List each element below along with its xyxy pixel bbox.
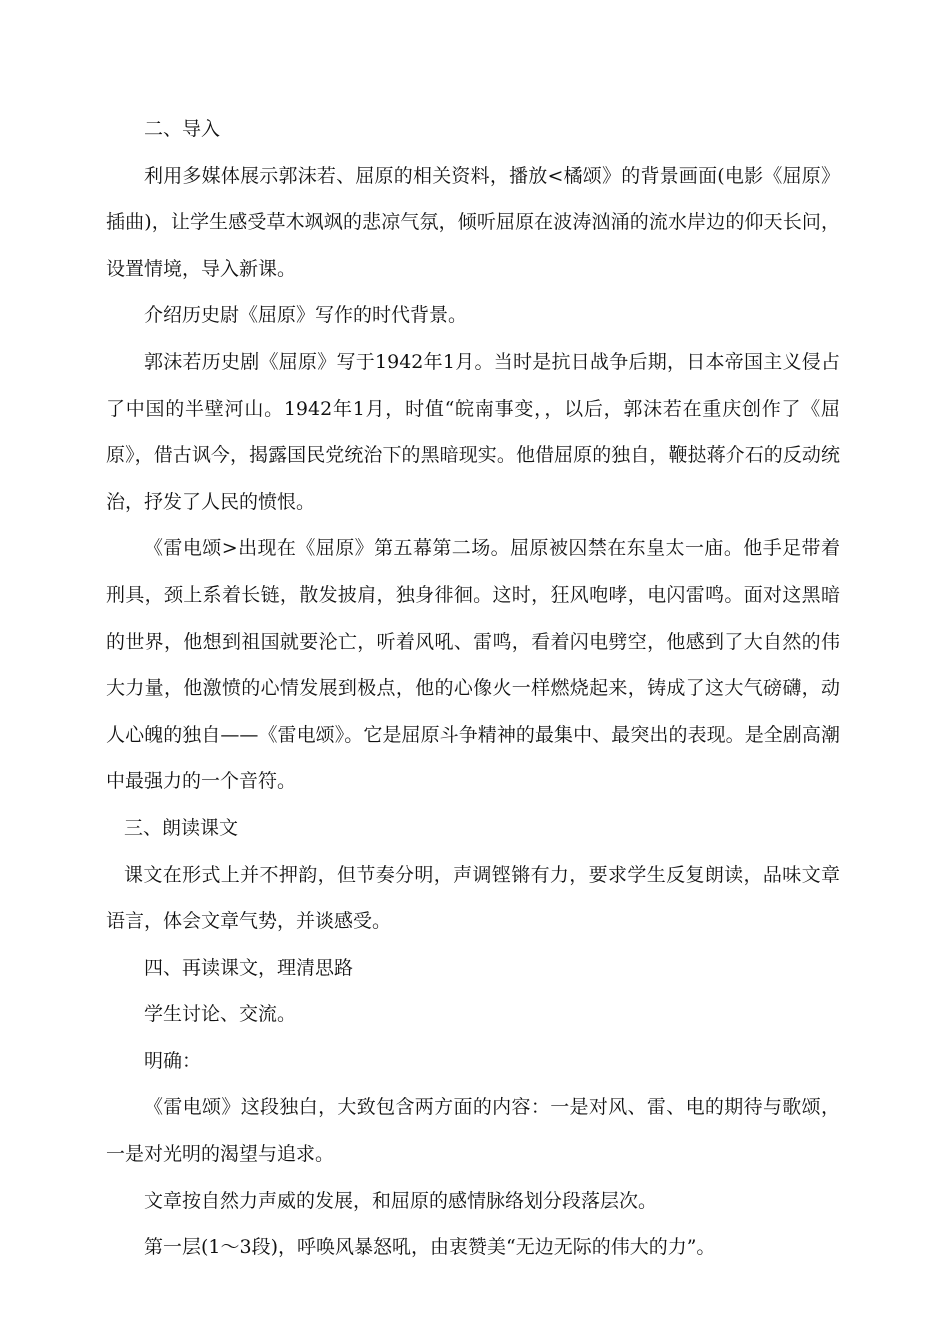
paragraph: 文章按自然力声威的发展，和屈原的感情脉络划分段落层次。	[144, 1189, 658, 1212]
paragraph: 课文在形式上并不押韵，但节奏分明，声调铿锵有力，要求学生反复朗读，品味文章语言，体会文章气势，并谈感受。	[106, 863, 840, 933]
section-heading-intro: 二、导入	[144, 118, 221, 140]
section-heading-reread: 四、再读课文，理清思路	[144, 956, 354, 979]
paragraph: 明确：	[144, 1049, 202, 1072]
paragraph: 利用多媒体展示郭沫若、屈原的相关资料，播放<橘颂》的背景画面(电影《屈原》插曲)，让学生感受草木飒飒的悲凉气氛，倾听屈原在波涛汹涌的流水岸边的仰天长问，设置情境，导入新课。	[106, 164, 840, 280]
section-heading-reading: 三、朗读课文	[124, 816, 239, 839]
paragraph: 《雷电颂》这段独白，大致包含两方面的内容：一是对风、雷、电的期待与歌颂，一是对光明的渴望与追求。	[106, 1096, 840, 1166]
document-body	[106, 106, 840, 1271]
paragraph: 介绍历史尉《屈原》写作的时代背景。	[144, 304, 468, 327]
paragraph: 第一层(1～3段)，呼唤风暴怒吼，由衷赞美“无边无际的伟大的力”。	[144, 1236, 716, 1259]
paragraph: 《雷电颂>出现在《屈原》第五幕第二场。屈原被囚禁在东皇太一庙。他手足带着刑具，颈上系着长链，散发披肩，独身徘徊。这时，狂风咆哮，电闪雷鸣。面对这黑暗的世界，他想到祖国就要沦亡，听着风吼、雷鸣，看着闪电劈空，他感到了大自然的伟大力量，他激愤的心情发展到极点，他的心像火一样燃烧起来，铸成了这大气磅礴，动人心魄的独自——《雷电颂》。它是屈原斗争精神的最集中、最突出的表现。是全剧高潮中最强力的一个音符。	[106, 537, 840, 793]
paragraph: 学生讨论、交流。	[144, 1003, 297, 1026]
paragraph: 郭沫若历史剧《屈原》写于1942年1月。当时是抗日战争后期，日本帝国主义侵占了中国的半壁河山。1942年1月，时值“皖南事变，，以后，郭沫若在重庆创作了《屈原》，借古讽今，揭露国民党统治下的黑暗现实。他借屈原的独自，鞭挞蒋介石的反动统治，抒发了人民的愤恨。	[106, 350, 840, 513]
